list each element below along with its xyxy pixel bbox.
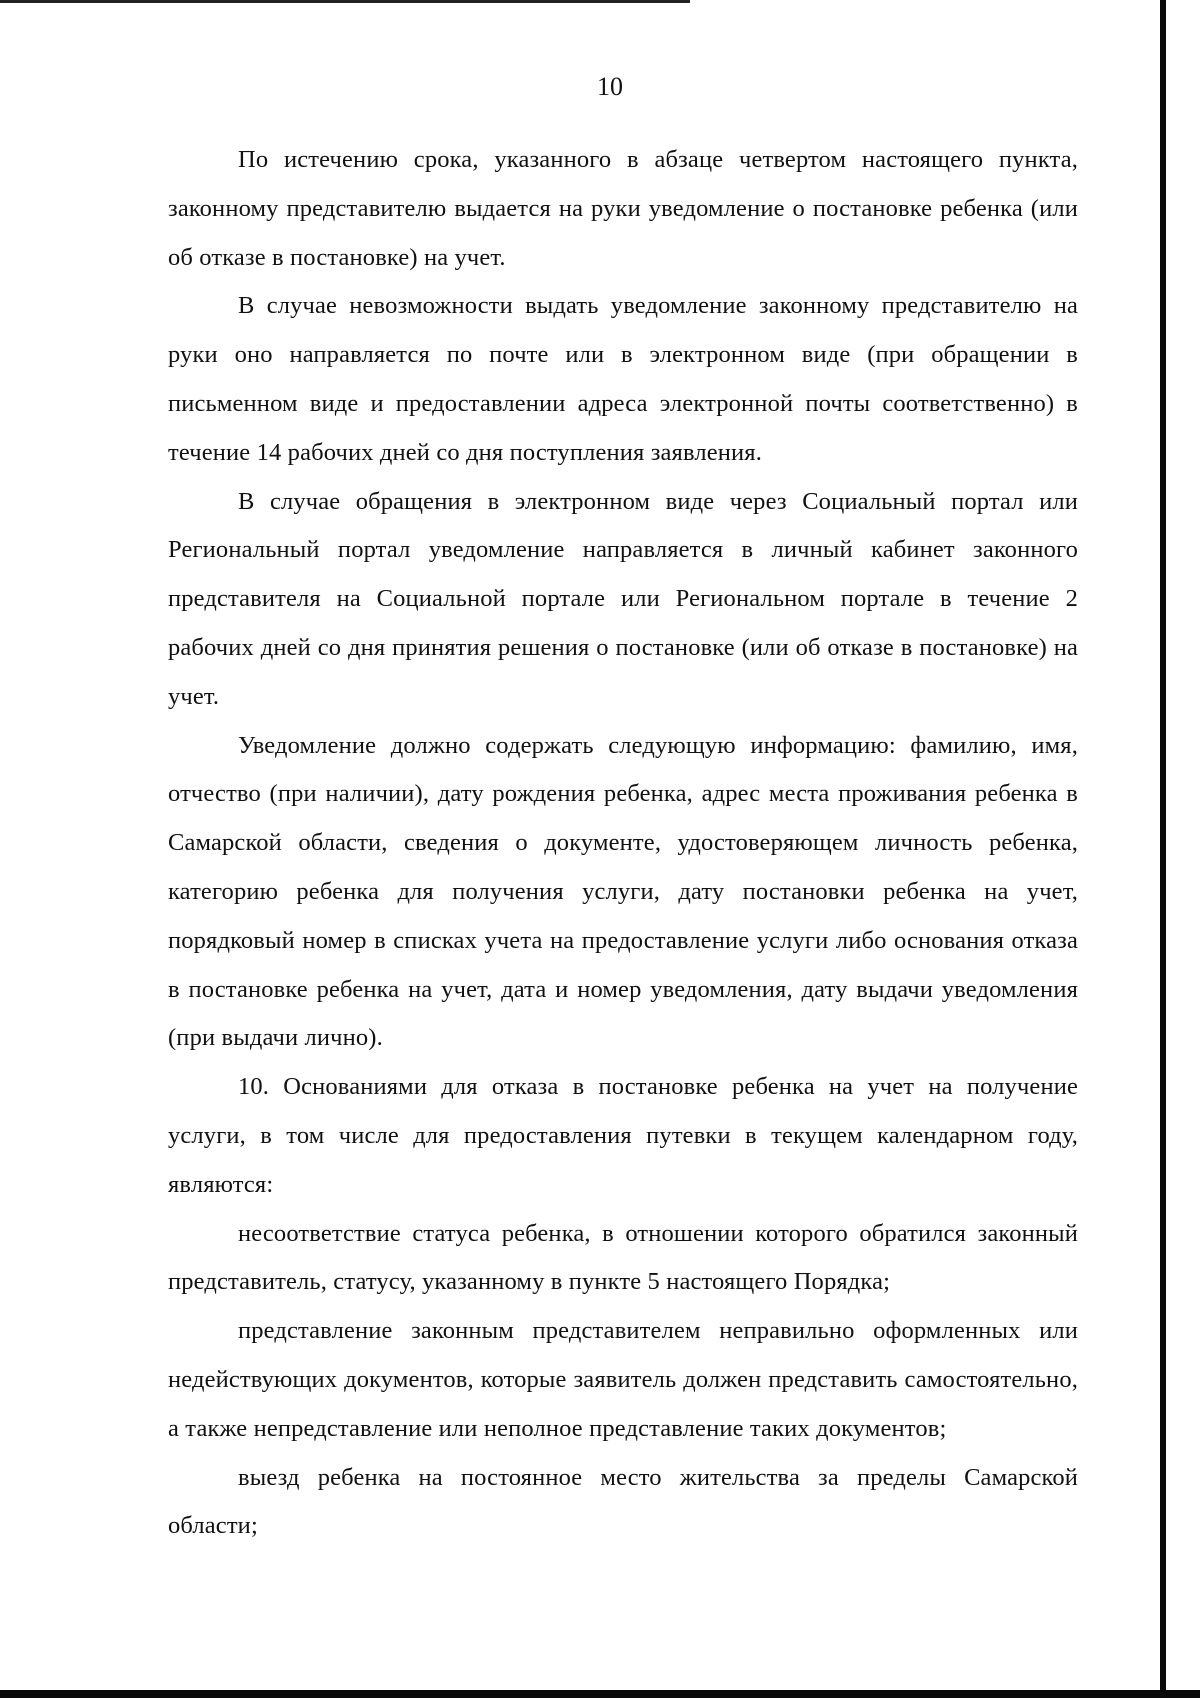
paragraph-notification-mail: В случае невозможности выдать уведомление законному представителю на руки оно направляется по почте или в электронном виде (при обращении в письменном виде и предоставлении адреса электронной почты соответственно) в течение 14 рабочих дней со дня поступления заявления. [168,292,1078,466]
paragraph-notification-issue: По истечению срока, указанного в абзаце четвертом настоящего пункта, законному представителю выдается на руки уведомление о постановке ребенка (или об отказе в постановке) на учет. [168,146,1078,271]
scan-bottom-edge [0,1690,1200,1698]
paragraph-notification-content: Уведомление должно содержать следующую информацию: фамилию, имя, отчество (при наличии), дату рождения ребенка, адрес места проживания ребенка в Самарской области, сведения о документе, удостоверяющем личность ребенка, категорию ребенка для получения услуги, дату постановки ребенка на учет, порядковый номер в списках учета на предоставление услуги либо основания отказа в постановке ребенка на учет, дата и номер уведомления, дату выдачи уведомления (при выдачи лично). [168,731,1078,1052]
paragraph-refusal-status: несоответствие статуса ребенка, в отношении которого обратился законный представитель, статусу, указанному в пункте 5 настоящего Порядка; [168,1219,1078,1296]
scan-top-edge [0,0,690,3]
paragraph-refusal-documents: представление законным представителем неправильно оформленных или недействующих документов, которые заявитель должен представить самостоятельно, а также непредставление или неполное представление таких документов; [168,1317,1078,1442]
paragraph-notification-portal: В случае обращения в электронном виде через Социальный портал или Региональный портал уведомление направляется в личный кабинет законного представителя на Социальной портале или Региональном портале в течение 2 рабочих дней со дня принятия решения о постановке (или об отказе в постановке) на учет. [168,487,1078,710]
page-number: 10 [597,72,623,101]
scan-right-edge [1160,0,1200,1698]
document-body [168,136,1078,1551]
paragraph-refusal-grounds: 10. Основаниями для отказа в постановке ребенка на учет на получение услуги, в том числе для предоставления путевки в текущем календарном году, являются: [168,1073,1078,1198]
paragraph-refusal-relocation: выезд ребенка на постоянное место жительства за пределы Самарской области; [168,1463,1078,1540]
